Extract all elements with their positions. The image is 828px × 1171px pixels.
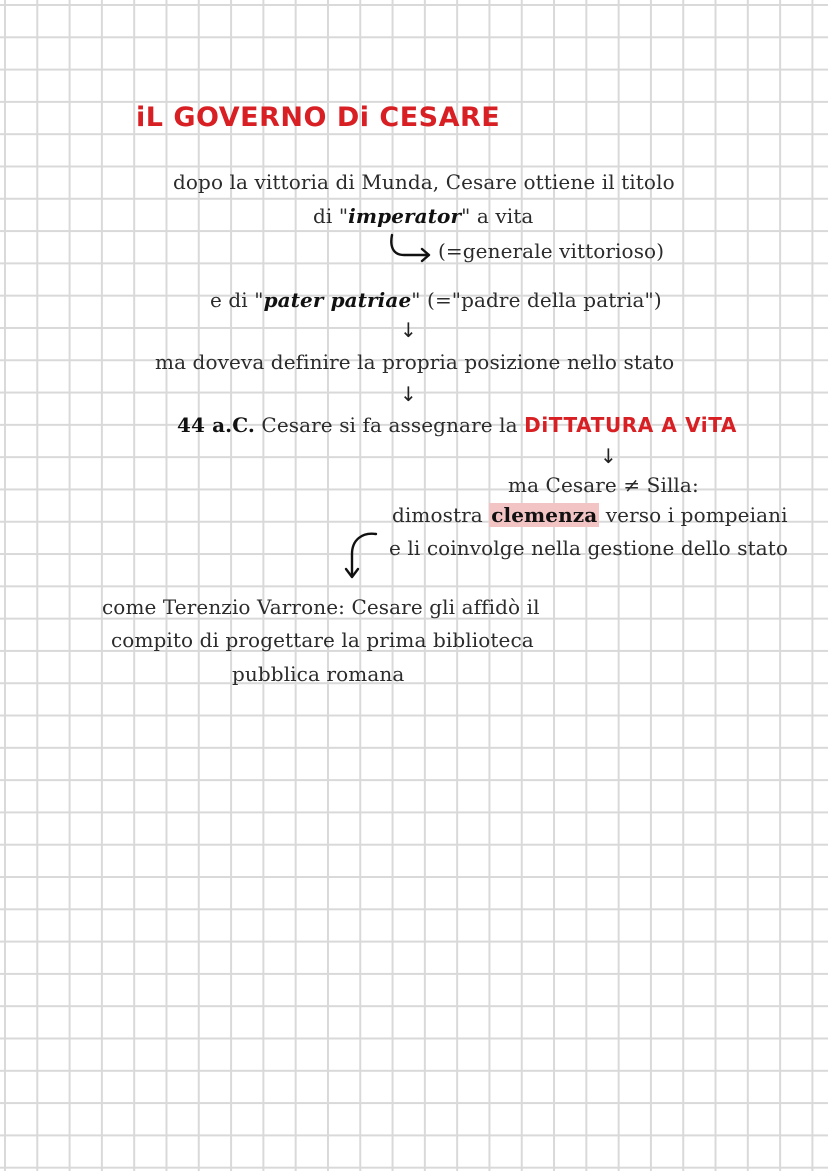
page-title: iL GOVERNO Di CESARE [136, 102, 501, 133]
text-line-8-pre: dimostra [392, 503, 490, 527]
text-line-2-pre: di " [313, 204, 349, 228]
text-line-4 [210, 287, 662, 313]
dittatura-a-vita-highlight: DiTTATURA A ViTA [524, 413, 738, 437]
arrow-down-icon: ↓ [400, 318, 417, 342]
pater-patriae-term: pater patriae [263, 288, 412, 312]
text-line-9: e li coinvolge nella gestione dello stato [389, 536, 789, 560]
text-line-2 [313, 203, 533, 229]
text-line-6 [177, 412, 737, 438]
curved-arrow-down-left-icon [338, 530, 380, 582]
text-line-5: ma doveva definire la propria posizione nello stato [155, 350, 675, 374]
curved-arrow-right-icon [388, 233, 436, 263]
text-line-8 [392, 502, 788, 528]
imperator-term: imperator [348, 204, 462, 228]
text-line-6-mid: Cesare si fa assegnare la [254, 413, 525, 437]
text-line-11: compito di progettare la prima biblioteca [111, 628, 534, 652]
text-line-4-pre: e di " [210, 288, 264, 312]
text-line-4-post: " (="padre della patria") [411, 288, 662, 312]
clemenza-highlight: clemenza [491, 503, 598, 527]
text-line-2-post: " a vita [461, 204, 534, 228]
text-line-8-post: verso i pompeiani [599, 503, 788, 527]
text-line-1: dopo la vittoria di Munda, Cesare ottiene il titolo [173, 170, 675, 194]
text-line-3: (=generale vittorioso) [438, 239, 665, 263]
text-line-10: come Terenzio Varrone: Cesare gli affidò il [102, 595, 540, 619]
date-44-ac: 44 a.C. [177, 413, 255, 437]
arrow-down-icon: ↓ [600, 444, 617, 468]
text-line-12: pubblica romana [232, 662, 405, 686]
arrow-down-icon: ↓ [400, 382, 417, 406]
text-line-7: ma Cesare ≠ Silla: [508, 473, 699, 497]
